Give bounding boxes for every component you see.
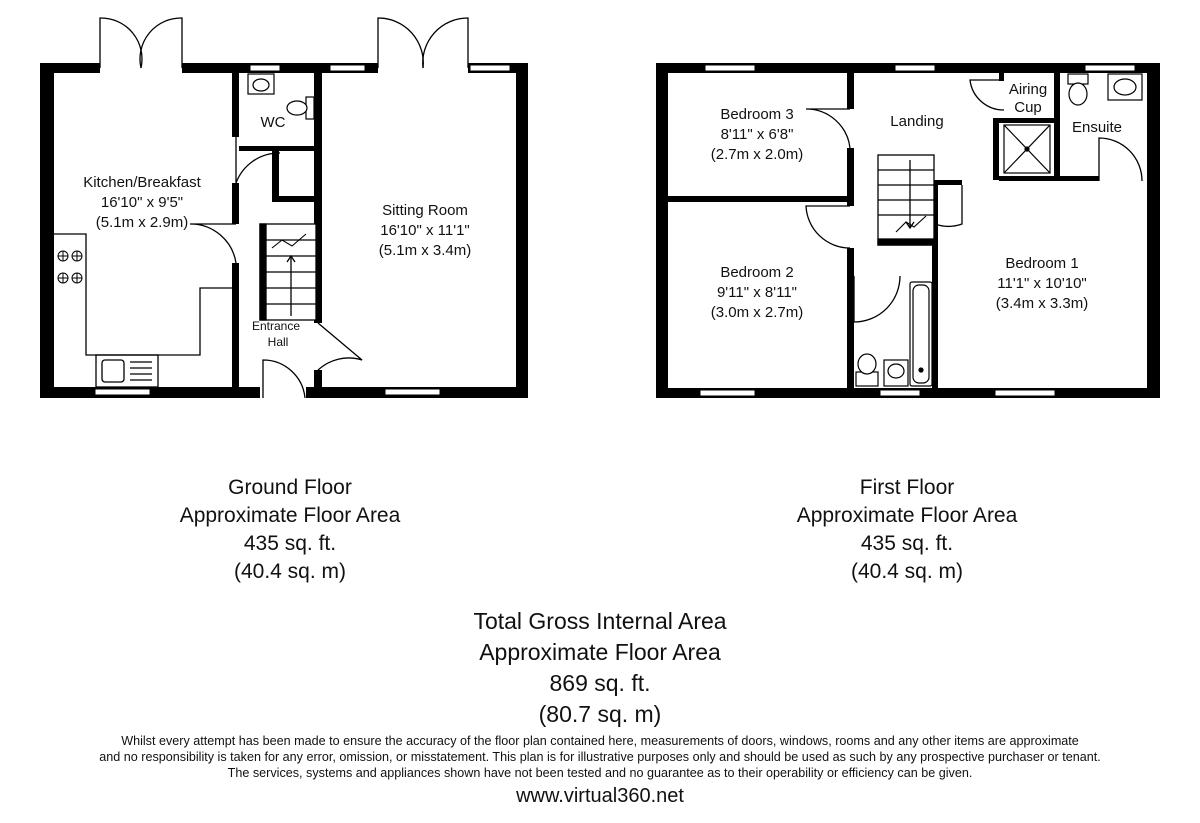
hob-icon (58, 251, 82, 283)
disclaimer-text (20, 733, 1180, 781)
disclaimer-line: and no responsibility is taken for any error, omission, or misstatement. This plan is for illustrative purposes only and should be used as such by any prospective purchaser or tenant. (99, 750, 1101, 764)
first-floor-plan (656, 63, 1160, 398)
total-area-label: Approximate Floor Area (479, 639, 721, 665)
entrance-hall-label (252, 319, 300, 349)
svg-text:8'11" x 6'8": 8'11" x 6'8" (720, 126, 794, 143)
kitchen-worktops (54, 234, 232, 387)
svg-text:Bedroom 2: Bedroom 2 (720, 264, 794, 281)
first-floor-stairs (878, 155, 934, 245)
website-link[interactable]: www.virtual360.net (516, 785, 684, 807)
svg-text:Airing: Airing (1008, 81, 1048, 98)
svg-text:(3.0m x 2.7m): (3.0m x 2.7m) (710, 304, 804, 321)
first-floor-doors (806, 80, 1142, 322)
ensuite-fixtures-icon (1068, 74, 1142, 105)
svg-text:Bedroom 1: Bedroom 1 (1005, 255, 1079, 272)
total-area-summary (300, 606, 900, 730)
svg-text:9'11" x 8'11": 9'11" x 8'11" (716, 284, 798, 301)
sitting-room-label (379, 202, 472, 259)
ground-floor-plan (40, 18, 528, 398)
wc-fixtures-icon (248, 74, 314, 119)
svg-text:Kitchen/Breakfast: Kitchen/Breakfast (83, 174, 201, 191)
svg-text:11'1" x 10'10": 11'1" x 10'10" (997, 275, 1087, 292)
airing-cupboard-label (1009, 81, 1047, 116)
ground-floor-area-label: Approximate Floor Area (179, 504, 401, 527)
bedroom-1-label (996, 255, 1089, 312)
bedroom-3-label (711, 106, 804, 163)
disclaimer-line: Whilst every attempt has been made to ensure the accuracy of the floor plan contained here, measurements of doors, windows, rooms and any other items are approximate (121, 734, 1079, 748)
svg-text:(5.1m x 2.9m): (5.1m x 2.9m) (95, 214, 189, 231)
svg-text:16'10" x 11'1": 16'10" x 11'1" (380, 222, 470, 239)
svg-text:Hall: Hall (267, 335, 289, 349)
svg-text:(3.4m x 3.3m): (3.4m x 3.3m) (995, 295, 1089, 312)
first-floor-summary (757, 474, 1057, 586)
landing-label: Landing (890, 113, 944, 130)
bedroom-2-label (711, 264, 804, 321)
first-floor-area-label: Approximate Floor Area (796, 504, 1018, 527)
ground-french-doors (100, 18, 468, 68)
wc-label: WC (260, 114, 286, 131)
svg-text:Bedroom 3: Bedroom 3 (720, 106, 794, 123)
svg-text:Entrance: Entrance (251, 319, 301, 333)
first-floor-sqft: 435 sq. ft. (860, 532, 954, 555)
svg-text:Cup: Cup (1014, 99, 1042, 116)
disclaimer-line: The services, systems and appliances shown have not been tested and no guarantee as to their operability or efficiency can be given. (227, 766, 973, 780)
ground-floor-title: Ground Floor (228, 476, 352, 499)
shower-icon (1004, 125, 1050, 173)
svg-text:Sitting Room: Sitting Room (382, 202, 468, 219)
total-area-sqft: 869 sq. ft. (549, 670, 651, 696)
svg-text:16'10" x 9'5": 16'10" x 9'5" (100, 194, 184, 211)
ground-floor-sqft: 435 sq. ft. (243, 532, 337, 555)
bathroom-fixtures-icon (856, 282, 932, 386)
first-floor-title: First Floor (859, 476, 955, 499)
ensuite-label: Ensuite (1071, 119, 1123, 136)
svg-text:(2.7m x 2.0m): (2.7m x 2.0m) (710, 146, 804, 163)
ground-floor-summary (140, 474, 440, 586)
ground-floor-sqm: (40.4 sq. m) (233, 560, 347, 583)
total-area-title: Total Gross Internal Area (473, 608, 727, 634)
first-floor-sqm: (40.4 sq. m) (850, 560, 964, 583)
kitchen-label (83, 174, 201, 231)
ground-stairs (260, 224, 316, 320)
total-area-sqm: (80.7 sq. m) (538, 701, 662, 727)
svg-text:(5.1m x 3.4m): (5.1m x 3.4m) (378, 242, 472, 259)
